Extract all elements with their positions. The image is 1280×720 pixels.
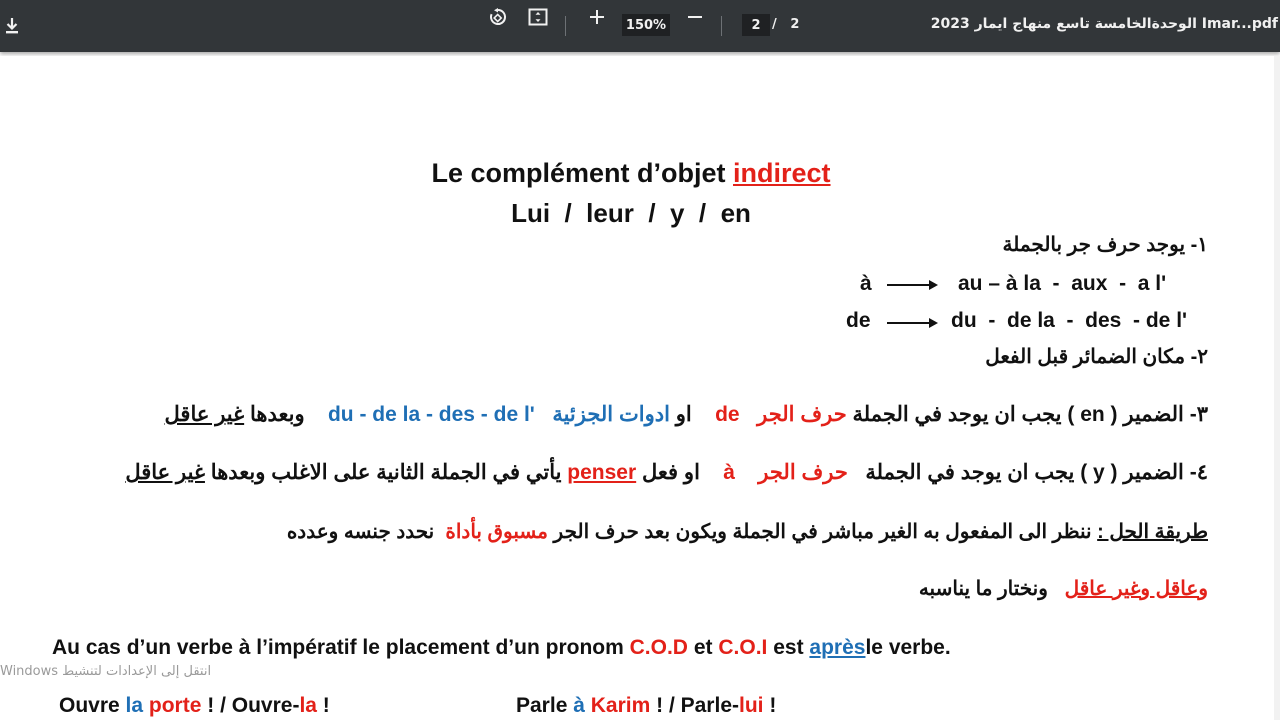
rule-3-partitives: du - de la - des - de l' — [327, 403, 535, 426]
imperative-apres: après — [809, 636, 866, 659]
rule-3-de: de — [715, 403, 740, 426]
fit-page-button[interactable] — [521, 0, 555, 34]
example-2-pronoun: lui — [739, 694, 764, 717]
pdf-page — [0, 56, 1274, 720]
imperative-text: Au cas d’un verbe à l’impératif le placement d’un pronom — [52, 636, 624, 659]
imperative-coi: C.O.I — [718, 636, 768, 659]
example-1-imperative: ! / Ouvre- — [207, 694, 300, 717]
example-1-noun: porte — [148, 694, 202, 717]
rotate-icon — [488, 7, 508, 27]
example-2-end: ! — [769, 694, 777, 717]
example-1-article: la — [125, 694, 144, 717]
method-line-2 — [919, 576, 1208, 601]
rule-4 — [125, 460, 1208, 485]
scrollbar[interactable] — [1274, 56, 1280, 720]
rule-4-penser: penser — [567, 461, 637, 484]
rule-4-non-rational: غير عاقل — [125, 461, 205, 484]
rule-3 — [165, 402, 1208, 427]
rule-3-partitive-label: ادوات الجزئية — [552, 403, 670, 426]
rule-3-preposition-label: حرف الجر — [757, 403, 847, 426]
example-2-imperative: ! / Parle- — [656, 694, 739, 717]
page-separator: / — [772, 17, 777, 32]
preposition-de: de — [846, 309, 871, 332]
rule-4-a: à — [723, 461, 735, 484]
contractions-a: au – à la - aux - a l' — [958, 272, 1167, 295]
rule-4-or-verb: او فعل — [642, 461, 700, 484]
rule-2: ٢- مكان الضمائر قبل الفعل — [985, 346, 1208, 368]
contractions-de: du - de la - des - de l' — [951, 309, 1188, 332]
activation-watermark: انتقل إلى الإعدادات لتنشيط Windows — [0, 664, 212, 679]
method-line-2-text: ونختار ما يناسبه — [918, 578, 1048, 600]
method-line-2-highlight: وعاقل وغير عاقل — [1064, 578, 1208, 600]
document-title: الوحدةالخامسة تاسع منهاج ايمار 2023 Imar...pdf — [930, 16, 1278, 32]
toolbar-divider — [721, 16, 722, 36]
rule-3-or: او — [675, 403, 692, 426]
title-main: Le complément d’objet — [431, 158, 726, 188]
example-1 — [59, 694, 330, 718]
total-pages: 2 — [790, 17, 800, 32]
zoom-out-button[interactable] — [678, 0, 712, 34]
rule-1: ١- يوجد حرف جر بالجملة — [1002, 234, 1208, 256]
fit-page-icon — [528, 8, 548, 26]
method-label: طريقة الحل : — [1097, 521, 1208, 543]
method-text-1: ننظر الى المفعول به الغير مباشر في الجملة ويكون بعد حرف الجر — [553, 521, 1092, 543]
imperative-rule — [52, 636, 951, 660]
rule-4-text: ٤- الضمير ( y ) يجب ان يوجد في الجملة — [865, 461, 1208, 484]
example-2-noun: Karim — [590, 694, 651, 717]
imperative-cod: C.O.D — [629, 636, 688, 659]
plus-icon — [590, 10, 604, 24]
page-count — [772, 14, 799, 36]
example-1-pronoun: la — [299, 694, 317, 717]
arrow-right-icon — [887, 317, 939, 329]
imperative-est: est — [773, 636, 804, 659]
example-2-preposition: à — [573, 694, 585, 717]
rule-3-text: ٣- الضمير ( en ) يجب ان يوجد في الجملة — [852, 403, 1208, 426]
pronoun-list: Lui / leur / y / en — [511, 198, 751, 228]
rule-4-middle: يأتي في الجملة الثانية على الاغلب وبعدها — [210, 461, 562, 484]
method-text-2: نحدد جنسه وعدده — [286, 521, 435, 543]
rule-3-after: وبعدها — [249, 403, 305, 426]
arrow-right-icon — [887, 279, 939, 291]
imperative-end: le verbe. — [865, 636, 951, 659]
page-title — [0, 158, 1262, 189]
toolbar-divider — [565, 16, 566, 36]
imperative-et: et — [693, 636, 713, 659]
preposition-a: à — [860, 272, 872, 295]
title-accent: indirect — [733, 158, 831, 188]
rule-4-preposition-label: حرف الجر — [758, 461, 848, 484]
pdf-toolbar — [0, 0, 1280, 52]
minus-icon — [688, 10, 702, 24]
rotate-button[interactable] — [481, 0, 515, 34]
example-2-verb: Parle — [516, 694, 568, 717]
example-1-verb: Ouvre — [59, 694, 120, 717]
zoom-in-button[interactable] — [580, 0, 614, 34]
download-icon — [4, 17, 20, 35]
example-2 — [516, 694, 776, 718]
method-line-1 — [287, 519, 1208, 544]
current-page-input[interactable]: 2 — [742, 14, 770, 36]
method-highlight: مسبوق بأداة — [445, 521, 548, 543]
zoom-level-input[interactable]: 150% — [622, 14, 670, 36]
rule-3-non-rational: غير عاقل — [164, 403, 245, 426]
download-button[interactable] — [0, 0, 24, 52]
example-1-end: ! — [322, 694, 330, 717]
